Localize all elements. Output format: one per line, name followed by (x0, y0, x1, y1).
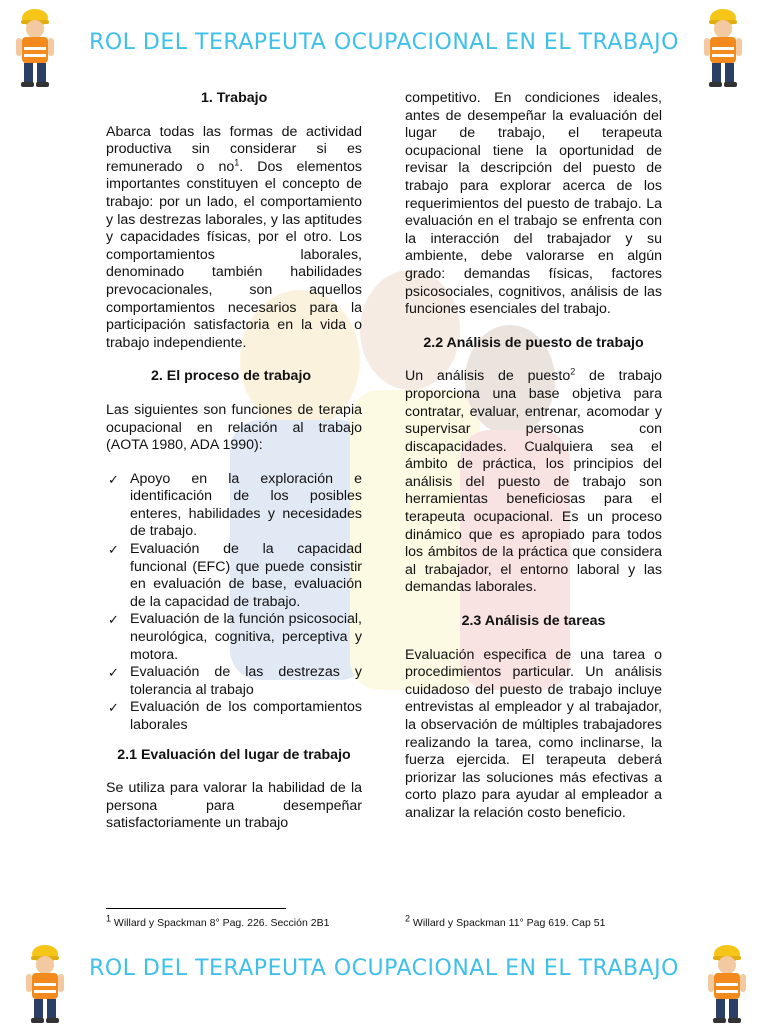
footnote-separator (106, 908, 286, 909)
construction-worker-icon (12, 4, 58, 88)
construction-worker-icon (704, 940, 750, 1024)
section-heading-lugar-trabajo: 2.1 Evaluación del lugar de trabajo (117, 746, 351, 763)
header-banner (0, 0, 768, 96)
checkmark-icon: ✓ (108, 612, 119, 628)
section-heading-analisis-tareas: 2.3 Análisis de tareas (461, 613, 606, 630)
footer-banner (0, 930, 768, 1026)
footnote-2: $^2$ Willard y Spackman 11° Pag 619. Cap 51 (405, 913, 606, 929)
banner-title: ROL DEL TERAPEUTA OCUPACIONAL EN EL TRABAJO (89, 956, 679, 981)
section-heading-analisis-puesto: 2.2 Análisis de puesto de trabajo (423, 334, 644, 351)
right-column (405, 90, 662, 839)
list-item: ✓ Evaluación de las destrezas y tolerancia al trabajo (108, 664, 362, 698)
checkmark-icon: ✓ (108, 542, 119, 558)
section-heading-trabajo: 1. Trabajo (201, 90, 268, 106)
checkmark-icon: ✓ (108, 665, 119, 681)
banner-title: ROL DEL TERAPEUTA OCUPACIONAL EN EL TRABAJO (89, 30, 679, 55)
list-item: ✓ Apoyo en la exploración e identificación de los posibles enteres, habilidades y necesidades de trabajo. (108, 470, 362, 540)
list-item: ✓ Evaluación de los comportamientos laborales (108, 699, 362, 733)
construction-worker-icon (700, 4, 746, 88)
construction-worker-icon (22, 940, 68, 1024)
footnote-ref[interactable]: 1 (234, 157, 240, 168)
paragraph-analisis-tareas: Evaluación especifica de una tarea o procedimientos particular. Un análisis cuidadoso del puesto de trabajo incluye entrevistas al empleador y al trabajador, la observación de múltiples trabajadores realizando la tarea, como inclinarse, la fuerza ejercida. El terapeuta deberá priorizar las soluciones más efectivas a corto plazo para ayudar al empleador a analizar la relación costo beneficio. (405, 646, 662, 821)
list-item: ✓ Evaluación de la capacidad funcional (EFC) que puede consistir en evaluación de base, evaluación de la capacidad de trabajo. (108, 541, 362, 610)
left-column (106, 90, 362, 849)
footnote-1: $^1$ Willard y Spackman 8° Pag. 226. Sección 2B1 (106, 913, 330, 929)
paragraph-analisis-puesto: Un análisis de puesto$^2$ de trabajo proporciona una base objetiva para contratar, evaluar, entrenar, acomodar y supervisar personas con discapacidades. Cualquiera sea el ámbito de práctica, los principios del análisis del puesto de trabajo son herramientas beneficiosas para el terapeuta ocupacional. Es un proceso dinámico que es apropiado para todos los ámbitos de la práctica que considera al trabajador, el entorno laboral y las demandas laborales. (405, 366, 663, 596)
footnote-ref[interactable]: 2 (570, 366, 576, 377)
checkmark-icon: ✓ (108, 471, 119, 487)
paragraph-trabajo: Abarca todas las formas de actividad productiva sin considerar si es remunerado o $no^1$. Dos elementos importantes constituyen el concepto de trabajo: por un lado, el comportamiento y las destrezas laborales, y las aptitudes y capacidades físicas, por el otro. Los comportamientos laborales, denominado también habilidades prevocacionales, son aquellos comportamientos necesarios para la participación satisfactoria en la vida o trabajo independiente. (106, 123, 362, 351)
paragraph-lugar-trabajo: Se utiliza para valorar la habilidad de la persona para desempeñar satisfactoriamente un trabajo (106, 780, 362, 832)
paragraph-proceso: Las siguientes son funciones de terapia ocupacional en relación al trabajo (AOTA 1980, ADA 1990): (106, 401, 362, 454)
section-heading-proceso: 2. El proceso de trabajo (151, 368, 312, 385)
paragraph-continuation: competitivo. En condiciones ideales, antes de desempeñar la evaluación del lugar de trabajo, el terapeuta ocupacional tiene la oportunidad de revisar la descripción del puesto de trabajo para explorar acerca de los requerimientos del puesto de trabajo. La evaluación en el trabajo se enfrenta con la interacción del trabajador y su ambiente, debe valorarse en algún grado: demandas físicas, factores psicosociales, cognitivos, análisis de las funciones esenciales del trabajo. (405, 90, 662, 318)
list-item: ✓ Evaluación de la función psicosocial, neurológica, cognitiva, perceptiva y motora. (108, 611, 362, 663)
checkmark-icon: ✓ (108, 700, 119, 716)
functions-list (106, 471, 362, 735)
